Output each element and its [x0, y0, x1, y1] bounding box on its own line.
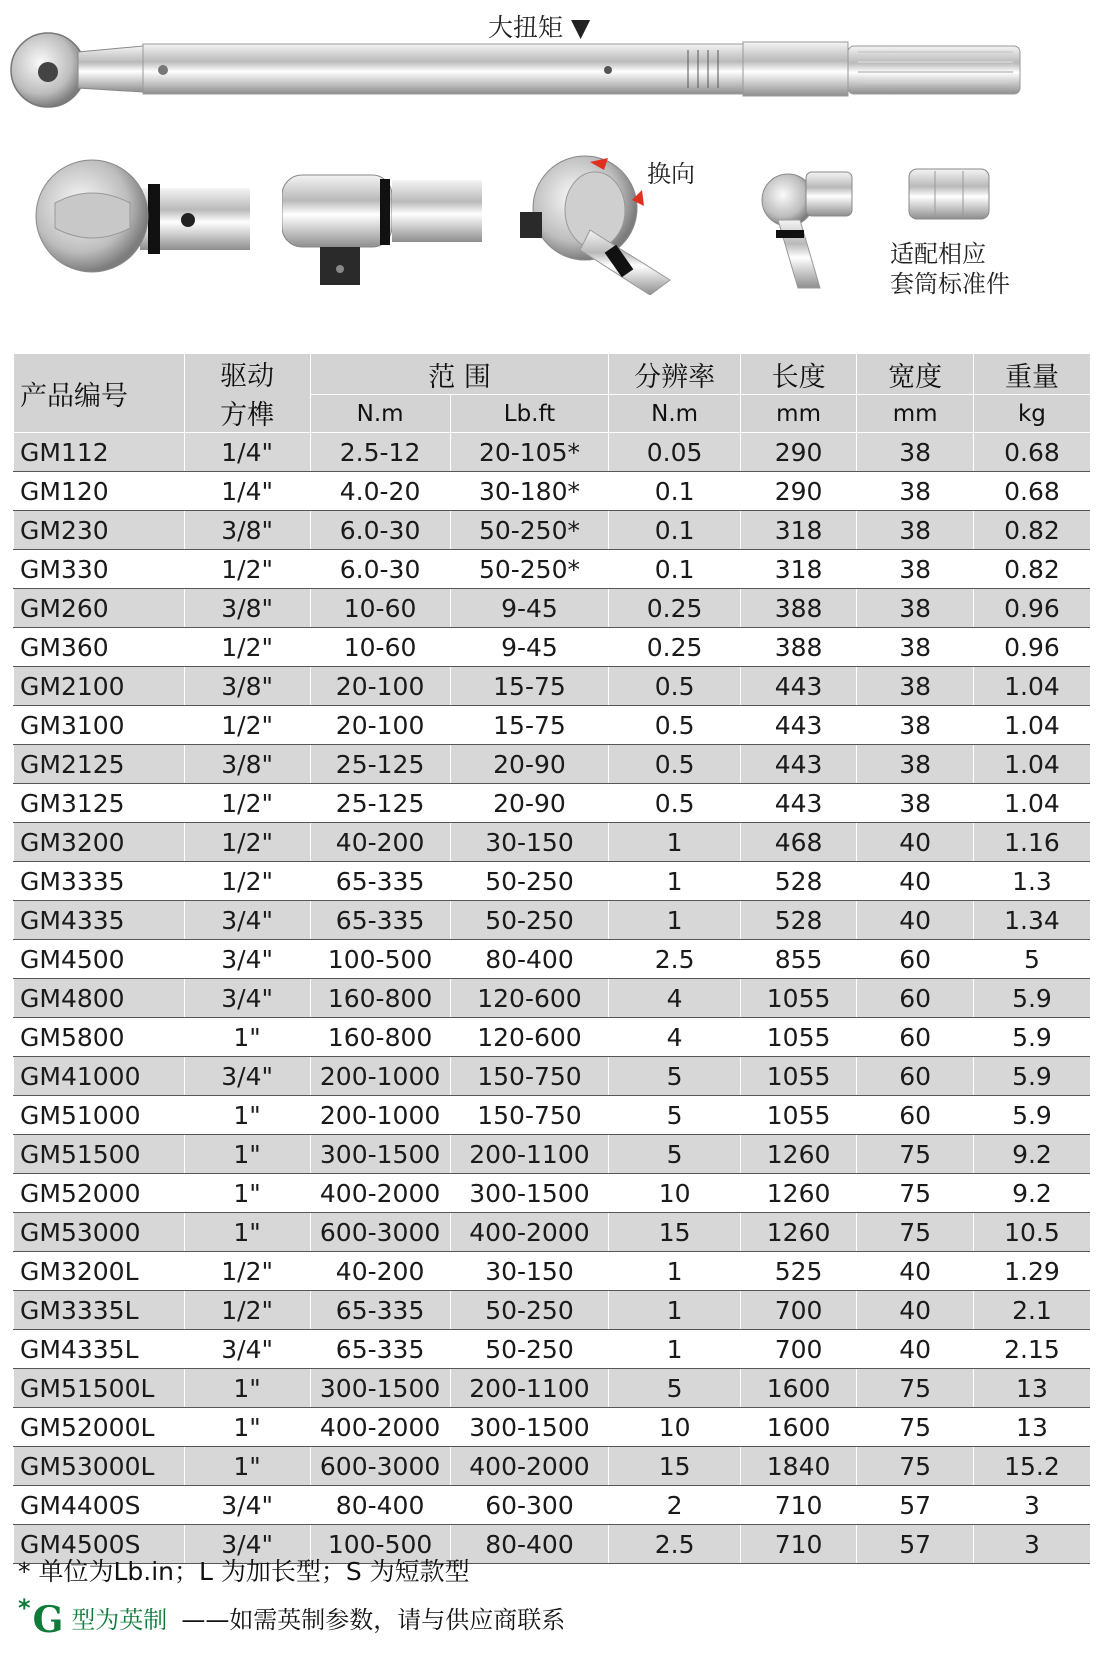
- cell-length: 525: [740, 1252, 857, 1291]
- product-images: [0, 0, 1102, 330]
- cell-length: 443: [740, 745, 857, 784]
- cell-length: 443: [740, 667, 857, 706]
- cell-range-nm: 200-1000: [310, 1096, 450, 1135]
- cell-length: 290: [740, 433, 857, 472]
- cell-length: 528: [740, 862, 857, 901]
- cell-width: 60: [857, 1057, 974, 1096]
- cell-resolution: 15: [609, 1213, 740, 1252]
- cell-width: 60: [857, 1018, 974, 1057]
- cell-range-nm: 10-60: [310, 628, 450, 667]
- cell-range-nm: 25-125: [310, 784, 450, 823]
- cell-width: 38: [857, 472, 974, 511]
- cell-weight: 0.96: [973, 589, 1090, 628]
- cell-resolution: 0.05: [609, 433, 740, 472]
- table-row: [14, 1018, 1091, 1057]
- cell-weight: 1.16: [973, 823, 1090, 862]
- cell-drive: 1": [184, 1135, 310, 1174]
- header-length-unit: mm: [740, 395, 857, 433]
- cell-model: GM53000L: [14, 1447, 185, 1486]
- cell-model: GM2100: [14, 667, 185, 706]
- cell-range-nm: 400-2000: [310, 1174, 450, 1213]
- header-range-nm: N.m: [310, 395, 450, 433]
- cell-range-nm: 20-100: [310, 667, 450, 706]
- table-row: [14, 862, 1091, 901]
- cell-range-nm: 200-1000: [310, 1057, 450, 1096]
- cell-range-lbft: 20-90: [450, 745, 609, 784]
- cell-resolution: 5: [609, 1057, 740, 1096]
- cell-length: 1600: [740, 1369, 857, 1408]
- cell-weight: 13: [973, 1369, 1090, 1408]
- footnote-units: * 单位为Lb.in；L 为加长型；S 为短款型: [18, 1557, 470, 1586]
- cell-length: 290: [740, 472, 857, 511]
- cell-range-lbft: 400-2000: [450, 1447, 609, 1486]
- cell-length: 1260: [740, 1135, 857, 1174]
- table-row: [14, 1135, 1091, 1174]
- cell-range-nm: 65-335: [310, 901, 450, 940]
- cell-resolution: 15: [609, 1447, 740, 1486]
- cell-weight: 1.29: [973, 1252, 1090, 1291]
- cell-range-lbft: 150-750: [450, 1096, 609, 1135]
- cell-range-lbft: 9-45: [450, 628, 609, 667]
- cell-range-lbft: 150-750: [450, 1057, 609, 1096]
- cell-length: 1600: [740, 1408, 857, 1447]
- cell-range-lbft: 30-150: [450, 823, 609, 862]
- table-row: [14, 823, 1091, 862]
- cell-drive: 1": [184, 1096, 310, 1135]
- spec-table-body: [14, 433, 1091, 1564]
- cell-drive: 3/8": [184, 511, 310, 550]
- cell-resolution: 0.5: [609, 784, 740, 823]
- cell-range-lbft: 20-105*: [450, 433, 609, 472]
- cell-drive: 1/2": [184, 1291, 310, 1330]
- cell-range-lbft: 50-250: [450, 901, 609, 940]
- cell-resolution: 0.5: [609, 667, 740, 706]
- cell-resolution: 10: [609, 1408, 740, 1447]
- wrench-with-socket-image: [758, 160, 863, 290]
- table-row: [14, 1486, 1091, 1525]
- cell-length: 710: [740, 1525, 857, 1564]
- cell-length: 388: [740, 589, 857, 628]
- cell-weight: 10.5: [973, 1213, 1090, 1252]
- cell-weight: 0.82: [973, 511, 1090, 550]
- cell-length: 1055: [740, 1057, 857, 1096]
- cell-resolution: 10: [609, 1174, 740, 1213]
- cell-drive: 1/2": [184, 784, 310, 823]
- table-row: [14, 628, 1091, 667]
- cell-width: 75: [857, 1213, 974, 1252]
- cell-model: GM4335: [14, 901, 185, 940]
- cell-range-lbft: 15-75: [450, 667, 609, 706]
- header-drive-line1: 驱动: [220, 361, 275, 392]
- cell-model: GM4400S: [14, 1486, 185, 1525]
- cell-resolution: 2.5: [609, 940, 740, 979]
- cell-model: GM52000L: [14, 1408, 185, 1447]
- cell-length: 318: [740, 511, 857, 550]
- cell-model: GM230: [14, 511, 185, 550]
- cell-length: 468: [740, 823, 857, 862]
- cell-weight: 13: [973, 1408, 1090, 1447]
- cell-model: GM3125: [14, 784, 185, 823]
- cell-model: GM360: [14, 628, 185, 667]
- torque-wrench-image: [8, 22, 1028, 112]
- cell-range-nm: 40-200: [310, 823, 450, 862]
- cell-resolution: 0.25: [609, 589, 740, 628]
- cell-length: 388: [740, 628, 857, 667]
- cell-resolution: 1: [609, 862, 740, 901]
- table-row: [14, 433, 1091, 472]
- cell-drive: 1": [184, 1447, 310, 1486]
- cell-weight: 5: [973, 940, 1090, 979]
- cell-range-lbft: 30-180*: [450, 472, 609, 511]
- table-row: [14, 1330, 1091, 1369]
- header-drive: [184, 354, 310, 433]
- cell-weight: 2.15: [973, 1330, 1090, 1369]
- cell-resolution: 1: [609, 1291, 740, 1330]
- cell-drive: 1": [184, 1018, 310, 1057]
- table-row: [14, 784, 1091, 823]
- cell-drive: 3/4": [184, 901, 310, 940]
- cell-weight: 1.04: [973, 784, 1090, 823]
- cell-resolution: 0.25: [609, 628, 740, 667]
- spec-table: [13, 354, 1090, 1564]
- cell-length: 1055: [740, 979, 857, 1018]
- cell-range-nm: 400-2000: [310, 1408, 450, 1447]
- cell-width: 38: [857, 667, 974, 706]
- cell-range-lbft: 50-250: [450, 862, 609, 901]
- cell-range-nm: 300-1500: [310, 1135, 450, 1174]
- cell-width: 40: [857, 823, 974, 862]
- cell-width: 38: [857, 745, 974, 784]
- cell-resolution: 1: [609, 901, 740, 940]
- cell-width: 57: [857, 1486, 974, 1525]
- cell-resolution: 4: [609, 979, 740, 1018]
- header-weight-unit: kg: [973, 395, 1090, 433]
- table-row: [14, 667, 1091, 706]
- cell-range-nm: 160-800: [310, 1018, 450, 1057]
- cell-range-lbft: 50-250*: [450, 550, 609, 589]
- cell-weight: 2.1: [973, 1291, 1090, 1330]
- cell-length: 700: [740, 1291, 857, 1330]
- cell-weight: 5.9: [973, 1057, 1090, 1096]
- cell-drive: 1/2": [184, 1252, 310, 1291]
- cell-resolution: 0.1: [609, 511, 740, 550]
- cell-weight: 5.9: [973, 1096, 1090, 1135]
- cell-model: GM3200: [14, 823, 185, 862]
- cell-drive: 1/2": [184, 706, 310, 745]
- table-row: [14, 589, 1091, 628]
- cell-resolution: 0.5: [609, 706, 740, 745]
- cell-length: 1055: [740, 1018, 857, 1057]
- cell-model: GM2125: [14, 745, 185, 784]
- cell-length: 318: [740, 550, 857, 589]
- cell-model: GM53000: [14, 1213, 185, 1252]
- cell-drive: 1/4": [184, 472, 310, 511]
- cell-range-lbft: 60-300: [450, 1486, 609, 1525]
- cell-resolution: 0.1: [609, 550, 740, 589]
- table-row: [14, 1213, 1091, 1252]
- cell-width: 40: [857, 1252, 974, 1291]
- cell-length: 528: [740, 901, 857, 940]
- table-row: [14, 901, 1091, 940]
- cell-weight: 1.04: [973, 745, 1090, 784]
- cell-width: 75: [857, 1174, 974, 1213]
- cell-width: 38: [857, 628, 974, 667]
- cell-model: GM4500: [14, 940, 185, 979]
- cell-drive: 1": [184, 1369, 310, 1408]
- cell-range-nm: 100-500: [310, 1525, 450, 1564]
- header-width: 宽度: [857, 354, 974, 395]
- header-width-unit: mm: [857, 395, 974, 433]
- cell-range-nm: 40-200: [310, 1252, 450, 1291]
- cell-range-nm: 300-1500: [310, 1369, 450, 1408]
- footnote-imperial: [18, 1594, 565, 1641]
- cell-range-lbft: 200-1100: [450, 1135, 609, 1174]
- cell-model: GM4800: [14, 979, 185, 1018]
- cell-range-lbft: 200-1100: [450, 1369, 609, 1408]
- cell-weight: 1.34: [973, 901, 1090, 940]
- cell-range-nm: 65-335: [310, 1330, 450, 1369]
- cell-width: 40: [857, 1330, 974, 1369]
- cell-model: GM4500S: [14, 1525, 185, 1564]
- cell-weight: 1.04: [973, 706, 1090, 745]
- cell-width: 38: [857, 433, 974, 472]
- cell-range-lbft: 30-150: [450, 1252, 609, 1291]
- cell-width: 40: [857, 1291, 974, 1330]
- cell-width: 60: [857, 1096, 974, 1135]
- table-row: [14, 979, 1091, 1018]
- cell-width: 38: [857, 706, 974, 745]
- cell-length: 855: [740, 940, 857, 979]
- cell-weight: 1.04: [973, 667, 1090, 706]
- cell-range-lbft: 80-400: [450, 940, 609, 979]
- cell-range-nm: 6.0-30: [310, 550, 450, 589]
- g-logo-mark: G: [32, 1599, 64, 1641]
- cell-range-lbft: 300-1500: [450, 1174, 609, 1213]
- cell-drive: 1/2": [184, 628, 310, 667]
- cell-model: GM5800: [14, 1018, 185, 1057]
- header-resolution-unit: N.m: [609, 395, 740, 433]
- cell-drive: 3/8": [184, 589, 310, 628]
- cell-range-nm: 80-400: [310, 1486, 450, 1525]
- cell-range-nm: 65-335: [310, 1291, 450, 1330]
- table-row: [14, 745, 1091, 784]
- cell-range-lbft: 15-75: [450, 706, 609, 745]
- header-range: 范 围: [310, 354, 609, 395]
- cell-length: 1260: [740, 1213, 857, 1252]
- cell-width: 60: [857, 979, 974, 1018]
- cell-range-nm: 2.5-12: [310, 433, 450, 472]
- footnote-imperial-type: 型为英制: [71, 1606, 168, 1634]
- cell-range-nm: 100-500: [310, 940, 450, 979]
- cell-range-lbft: 400-2000: [450, 1213, 609, 1252]
- cell-range-lbft: 80-400: [450, 1525, 609, 1564]
- socket-caption-line2: 套筒标准件: [890, 270, 1010, 298]
- cell-length: 1840: [740, 1447, 857, 1486]
- cell-drive: 3/8": [184, 745, 310, 784]
- cell-model: GM3335: [14, 862, 185, 901]
- cell-range-nm: 600-3000: [310, 1213, 450, 1252]
- cell-drive: 3/4": [184, 1330, 310, 1369]
- cell-resolution: 5: [609, 1135, 740, 1174]
- cell-width: 75: [857, 1447, 974, 1486]
- cell-drive: 3/8": [184, 667, 310, 706]
- table-row: [14, 1447, 1091, 1486]
- cell-drive: 3/4": [184, 1525, 310, 1564]
- cell-width: 60: [857, 940, 974, 979]
- cell-width: 40: [857, 862, 974, 901]
- cell-model: GM52000: [14, 1174, 185, 1213]
- cell-length: 1055: [740, 1096, 857, 1135]
- cell-width: 38: [857, 511, 974, 550]
- cell-weight: 5.9: [973, 1018, 1090, 1057]
- cell-weight: 5.9: [973, 979, 1090, 1018]
- table-row: [14, 1174, 1091, 1213]
- cell-drive: 3/4": [184, 1486, 310, 1525]
- table-row: [14, 1096, 1091, 1135]
- footnote-star: *: [18, 1594, 31, 1622]
- cell-range-lbft: 300-1500: [450, 1408, 609, 1447]
- cell-model: GM330: [14, 550, 185, 589]
- cell-range-lbft: 50-250: [450, 1291, 609, 1330]
- cell-range-nm: 20-100: [310, 706, 450, 745]
- cell-range-lbft: 120-600: [450, 979, 609, 1018]
- cell-drive: 1": [184, 1408, 310, 1447]
- cell-resolution: 5: [609, 1096, 740, 1135]
- cell-weight: 15.2: [973, 1447, 1090, 1486]
- table-row: [14, 1057, 1091, 1096]
- cell-weight: 3: [973, 1486, 1090, 1525]
- cell-weight: 0.68: [973, 472, 1090, 511]
- cell-drive: 1": [184, 1213, 310, 1252]
- cell-weight: 0.68: [973, 433, 1090, 472]
- cell-model: GM51500L: [14, 1369, 185, 1408]
- cell-drive: 3/4": [184, 940, 310, 979]
- cell-drive: 1": [184, 1174, 310, 1213]
- cell-weight: 9.2: [973, 1135, 1090, 1174]
- cell-range-nm: 4.0-20: [310, 472, 450, 511]
- cell-model: GM3335L: [14, 1291, 185, 1330]
- cell-range-nm: 25-125: [310, 745, 450, 784]
- cell-drive: 3/4": [184, 1057, 310, 1096]
- cell-range-lbft: 50-250: [450, 1330, 609, 1369]
- cell-model: GM112: [14, 433, 185, 472]
- cell-resolution: 0.1: [609, 472, 740, 511]
- header-model: 产品编号: [14, 354, 185, 433]
- cell-width: 57: [857, 1525, 974, 1564]
- cell-resolution: 1: [609, 1330, 740, 1369]
- wrench-head-closeup-image: [30, 158, 250, 278]
- big-torque-caption: 大扭矩 ▼: [488, 13, 591, 42]
- cell-model: GM3100: [14, 706, 185, 745]
- cell-model: GM120: [14, 472, 185, 511]
- header-range-lbft: Lb.ft: [450, 395, 609, 433]
- cell-model: GM3200L: [14, 1252, 185, 1291]
- cell-length: 1260: [740, 1174, 857, 1213]
- cell-weight: 3: [973, 1525, 1090, 1564]
- cell-range-lbft: 9-45: [450, 589, 609, 628]
- cell-length: 700: [740, 1330, 857, 1369]
- cell-range-lbft: 120-600: [450, 1018, 609, 1057]
- cell-length: 710: [740, 1486, 857, 1525]
- cell-width: 75: [857, 1408, 974, 1447]
- cell-model: GM41000: [14, 1057, 185, 1096]
- cell-model: GM4335L: [14, 1330, 185, 1369]
- cell-weight: 0.96: [973, 628, 1090, 667]
- cell-length: 443: [740, 784, 857, 823]
- footnote-contact-text: ——如需英制参数，请与供应商联系: [181, 1606, 566, 1634]
- cell-range-nm: 160-800: [310, 979, 450, 1018]
- header-length: 长度: [740, 354, 857, 395]
- table-row: [14, 940, 1091, 979]
- cell-resolution: 5: [609, 1369, 740, 1408]
- cell-weight: 0.82: [973, 550, 1090, 589]
- cell-width: 38: [857, 784, 974, 823]
- cell-resolution: 0.5: [609, 745, 740, 784]
- table-row: [14, 550, 1091, 589]
- cell-model: GM51500: [14, 1135, 185, 1174]
- cell-drive: 1/2": [184, 550, 310, 589]
- table-row: [14, 1408, 1091, 1447]
- cell-weight: 9.2: [973, 1174, 1090, 1213]
- cell-length: 443: [740, 706, 857, 745]
- table-row: [14, 1369, 1091, 1408]
- cell-weight: 1.3: [973, 862, 1090, 901]
- cell-drive: 1/2": [184, 823, 310, 862]
- cell-range-nm: 10-60: [310, 589, 450, 628]
- cell-range-lbft: 50-250*: [450, 511, 609, 550]
- table-row: [14, 1252, 1091, 1291]
- table-row: [14, 706, 1091, 745]
- cell-drive: 1/4": [184, 433, 310, 472]
- cell-model: GM51000: [14, 1096, 185, 1135]
- cell-resolution: 4: [609, 1018, 740, 1057]
- cell-model: GM260: [14, 589, 185, 628]
- socket-caption-line1: 适配相应: [890, 240, 986, 268]
- table-row: [14, 1291, 1091, 1330]
- square-drive-closeup-image: [282, 165, 482, 290]
- cell-range-nm: 65-335: [310, 862, 450, 901]
- socket-image: [905, 163, 995, 225]
- table-row: [14, 511, 1091, 550]
- cell-drive: 3/4": [184, 979, 310, 1018]
- header-weight: 重量: [973, 354, 1090, 395]
- cell-width: 38: [857, 589, 974, 628]
- header-drive-line2: 方榫: [220, 400, 275, 431]
- cell-range-nm: 6.0-30: [310, 511, 450, 550]
- cell-range-nm: 600-3000: [310, 1447, 450, 1486]
- cell-resolution: 1: [609, 1252, 740, 1291]
- cell-width: 75: [857, 1135, 974, 1174]
- cell-resolution: 1: [609, 823, 740, 862]
- table-row: [14, 472, 1091, 511]
- cell-range-lbft: 20-90: [450, 784, 609, 823]
- cell-resolution: 2: [609, 1486, 740, 1525]
- cell-resolution: 2.5: [609, 1525, 740, 1564]
- cell-width: 40: [857, 901, 974, 940]
- cell-drive: 1/2": [184, 862, 310, 901]
- cell-width: 75: [857, 1369, 974, 1408]
- cell-width: 38: [857, 550, 974, 589]
- reverse-caption: 换向: [647, 160, 695, 188]
- header-resolution: 分辨率: [609, 354, 740, 395]
